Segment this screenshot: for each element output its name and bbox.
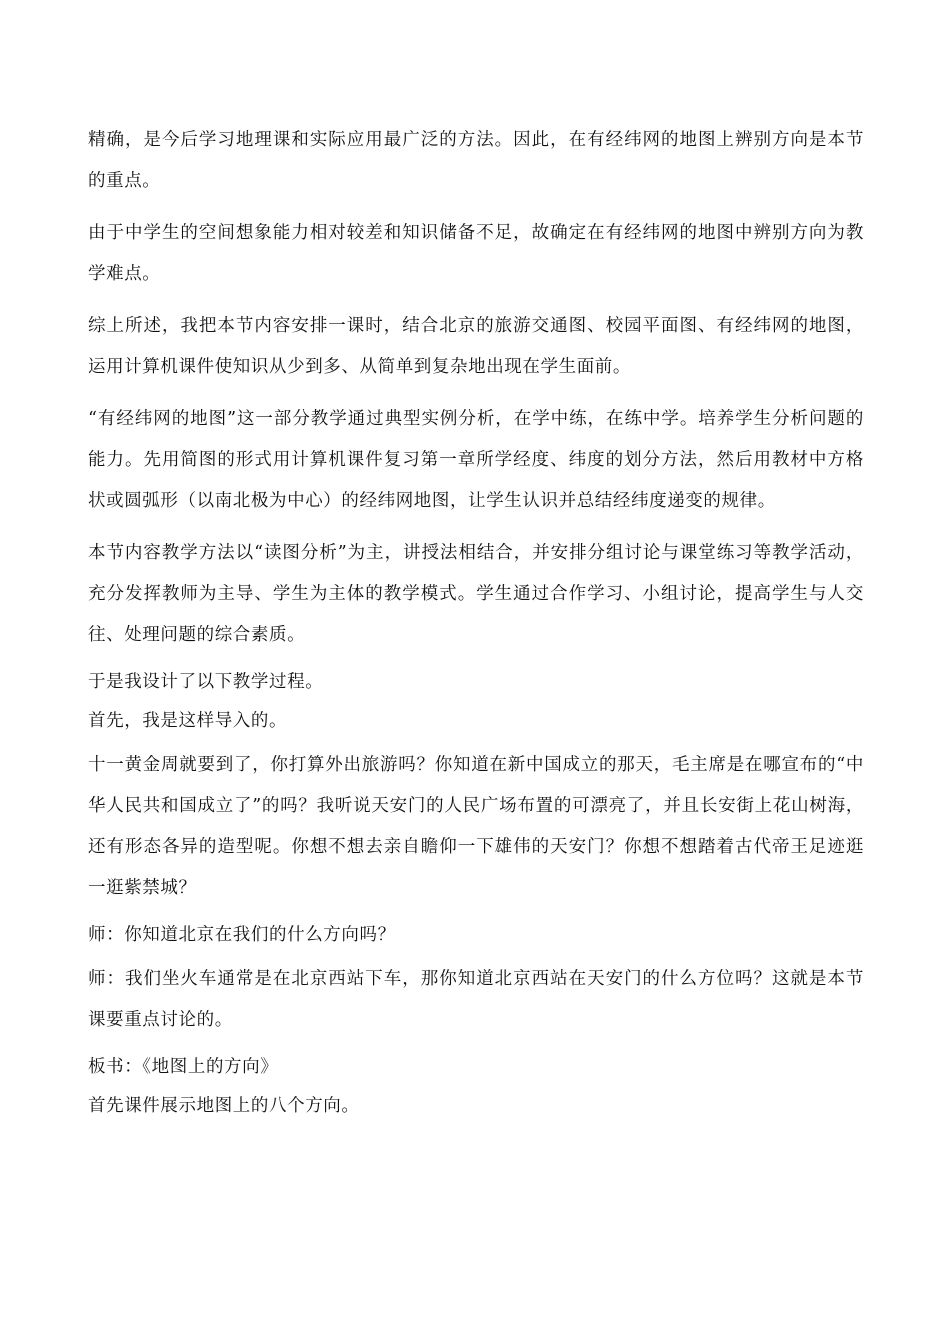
- paragraph-process-intro: 于是我设计了以下教学过程。: [88, 672, 324, 692]
- paragraph-importance: 精确，是今后学习地理课和实际应用最广泛的方法。因此，在有经纬网的地图上辨别方向是本节的重点。: [88, 130, 864, 191]
- paragraph-blackboard: 板书：《地图上的方向》: [88, 1057, 279, 1077]
- paragraph-teaching-method: 本节内容教学方法以“读图分析”为主，讲授法相结合，并安排分组讨论与课堂练习等教学活动，充分发挥教师为主导、学生为主体的教学模式。学生通过合作学习、小组讨论，提高学生与人交往、处理问题的综合素质。: [88, 543, 864, 645]
- paragraph-summary: 综上所述，我把本节内容安排一课时，结合北京的旅游交通图、校园平面图、有经纬网的地图，运用计算机课件使知识从少到多、从简单到复杂地出现在学生面前。: [88, 316, 864, 377]
- document-page: [88, 120, 864, 1130]
- paragraph-eight-directions: 首先课件展示地图上的八个方向。: [88, 1096, 360, 1116]
- paragraph-lead-in: 首先，我是这样导入的。: [88, 711, 288, 731]
- paragraph-difficulty: 由于中学生的空间想象能力相对较差和知识储备不足，故确定在有经纬网的地图中辨别方向为教学难点。: [88, 223, 864, 284]
- paragraph-graticule-map: “有经纬网的地图”这一部分教学通过典型实例分析，在学中练，在练中学。培养学生分析问题的能力。先用简图的形式用计算机课件复习第一章所学经度、纬度的划分方法，然后用教材中方格状或圆弧形（以南北极为中心）的经纬网地图，让学生认识并总结经纬度递变的规律。: [88, 409, 864, 511]
- paragraph-golden-week: 十一黄金周就要到了，你打算外出旅游吗？你知道在新中国成立的那天，毛主席是在哪宣布的“中华人民共和国成立了”的吗？我听说天安门的人民广场布置的可漂亮了，并且长安街上花山树海，还有形态各异的造型呢。你想不想去亲自瞻仰一下雄伟的天安门？你想不想踏着古代帝王足迹逛一逛紫禁城？: [88, 755, 864, 898]
- paragraph-teacher-question-1: 师：你知道北京在我们的什么方向吗？: [88, 925, 396, 945]
- paragraph-teacher-question-2: 师：我们坐火车通常是在北京西站下车，那你知道北京西站在天安门的什么方位吗？这就是本节课要重点讨论的。: [88, 969, 864, 1030]
